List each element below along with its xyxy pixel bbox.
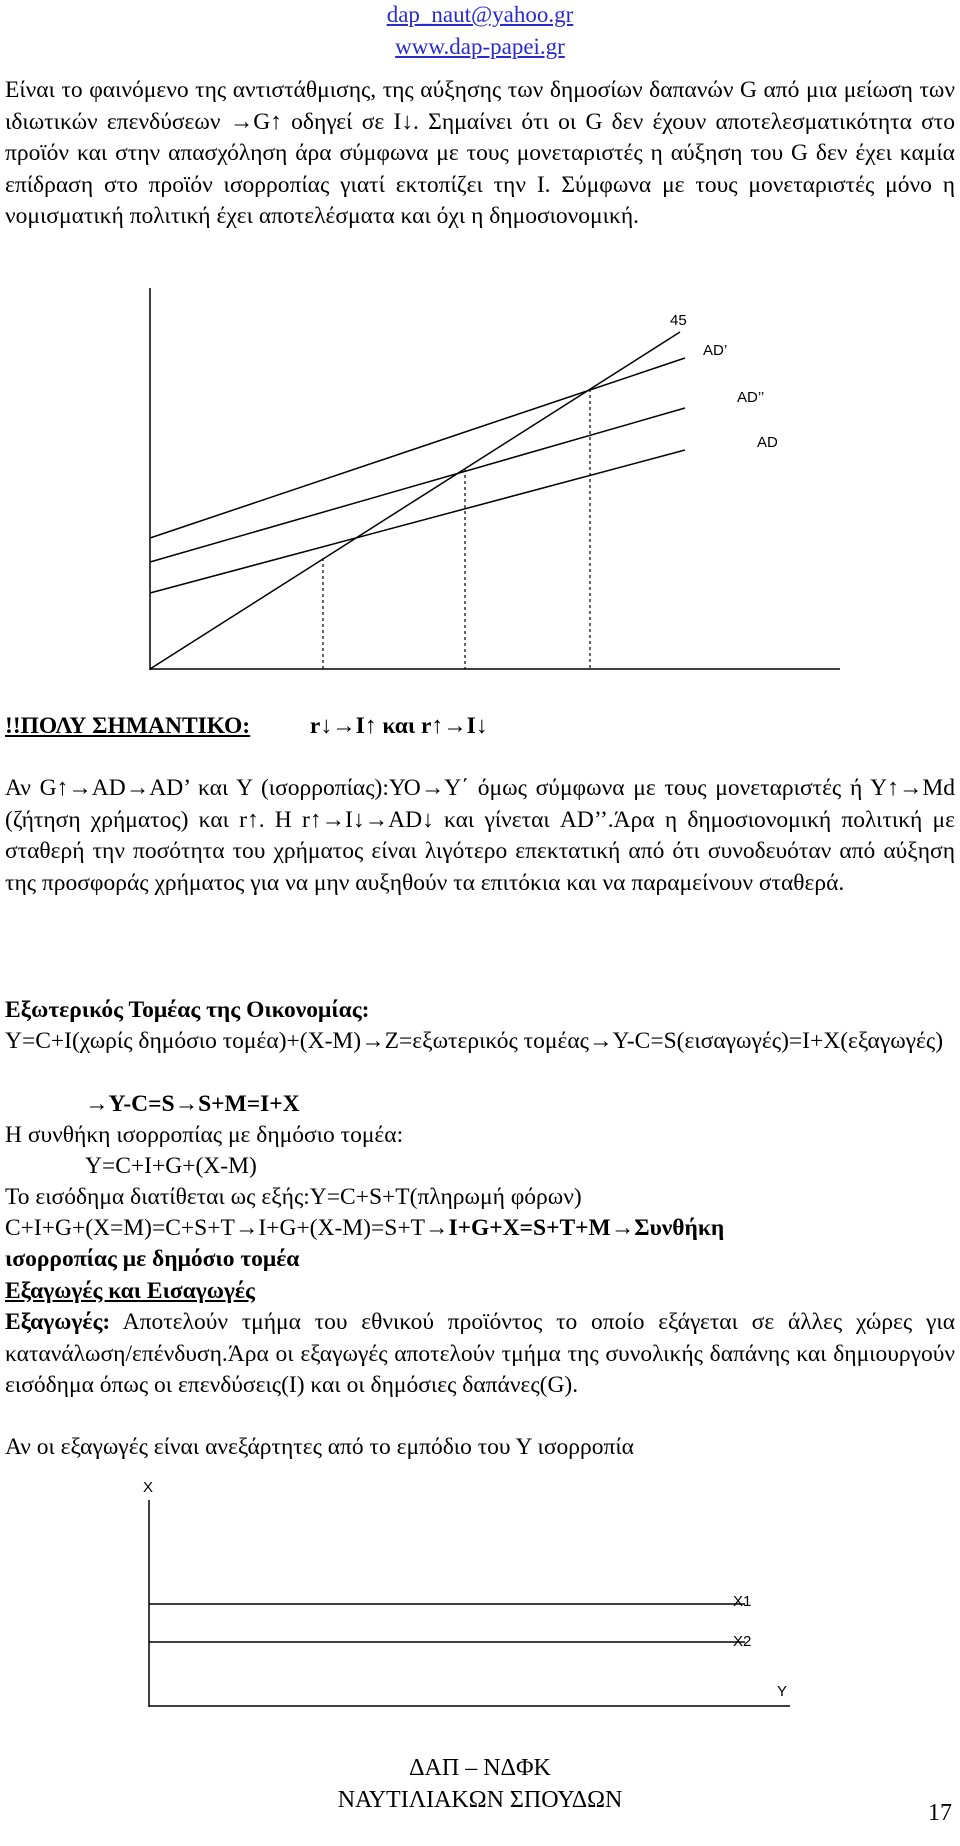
important-title: !!ΠΟΛΥ ΣΗΜΑΝΤΙΚΟ: xyxy=(5,713,251,739)
exports-last-line: Αν οι εξαγωγές είναι ανεξάρτητες από το εμπόδιο του Υ ισορροπία xyxy=(5,1434,634,1460)
exports-graph xyxy=(130,1470,810,1730)
external-line6-plain: C+I+G+(X=M)=C+S+T→I+G+(X-M)=S+T→ xyxy=(5,1215,449,1241)
exports-def-label: Εξαγωγές: xyxy=(5,1309,111,1335)
header-email xyxy=(0,2,960,28)
line-ad-prime xyxy=(150,358,685,538)
header-website xyxy=(0,34,960,60)
external-line6 xyxy=(5,1213,724,1244)
line-ad xyxy=(150,450,685,593)
label-x-axis: X xyxy=(143,1479,154,1496)
label-x1: X1 xyxy=(733,1593,752,1610)
paragraph-monetarists: Αν G↑→AD→AD’ και Υ (ισορροπίας):ΥΟ→Υ΄ όμως σύμφωνα με τους μονεταριστές ή Υ↑→Md (ζήτηση χρήματος) και r↑. Η r↑→I↓→AD↓ και γίνεται AD’’.Άρα η δημοσιονομική πολιτική με σταθερή την ποσότητα του χρήματος είναι λιγότερο επεκτατική από ότι συνοδευόταν από αύξηση της προσφοράς χρήματος για να μην αυξηθούν τα επιτόκια και να παραμείνουν σταθερά. xyxy=(5,775,955,896)
label-ad: AD xyxy=(757,434,778,451)
external-line1: Y=C+I(χωρίς δημόσιο τομέα)+(Χ-Μ)→Ζ=εξωτερικός τομέας→Υ-C=S(εισαγωγές)=Ι+Χ(εξαγωγές) xyxy=(5,1028,944,1054)
label-ad-double: AD’’ xyxy=(737,389,765,406)
line-ad-double xyxy=(150,408,685,562)
line-45 xyxy=(150,332,680,669)
website-link[interactable]: www.dap-papei.gr xyxy=(395,34,565,59)
label-45: 45 xyxy=(670,312,687,329)
external-line5: Το εισόδημα διατίθεται ως εξής:Υ=C+S+T(πληρωμή φόρων) xyxy=(5,1184,582,1210)
label-x2: X2 xyxy=(733,1633,752,1650)
footer-line2: ΝΑΥΤΙΛΙΑΚΩΝ ΣΠΟΥΔΩΝ xyxy=(337,1787,623,1813)
page-number: 17 xyxy=(928,1800,952,1826)
external-line7: ισορροπίας με δημόσιο τομέα xyxy=(5,1246,300,1272)
important-formula: r↓→I↑ και r↑→I↓ xyxy=(309,713,488,739)
external-title: Εξωτερικός Τομέας της Οικονομίας: xyxy=(5,997,370,1023)
important-line xyxy=(5,711,488,742)
external-line2: →Y-C=S→S+M=I+X xyxy=(85,1091,300,1117)
exports-title: Εξαγωγές και Εισαγωγές xyxy=(5,1278,255,1304)
ad-graph xyxy=(140,280,860,700)
external-line6-bold: I+G+X=S+T+M→Συνθήκη xyxy=(448,1215,725,1241)
email-link[interactable]: dap_naut@yahoo.gr xyxy=(386,2,574,27)
external-line3: Η συνθήκη ισορροπίας με δημόσιο τομέα: xyxy=(5,1122,404,1148)
footer-line1: ΔΑΠ – ΝΔΦΚ xyxy=(409,1755,551,1781)
intro-paragraph: Είναι το φαινόμενο της αντιστάθμισης, της αύξησης των δημοσίων δαπανών G από μια μείωση των ιδιωτικών επενδύσεων →G↑ οδηγεί σε Ι↓. Σημαίνει ότι οι G δεν έχουν αποτελεσματικότητα στο προϊόν και στην απασχόληση άρα σύμφωνα με τους μονεταριστές η αύξηση του G δεν έχει καμία επίδραση στο προϊόν ισορροπίας γιατί εκτοπίζει την Ι. Σύμφωνα με τους μονεταριστές μόνο η νομισματική πολιτική έχει αποτελέσματα και όχι η δημοσιονομική. xyxy=(5,77,955,229)
external-line4: Y=C+I+G+(X-M) xyxy=(85,1153,257,1179)
label-y-axis: Y xyxy=(777,1683,788,1700)
exports-definition xyxy=(5,1307,955,1402)
exports-def-text: Αποτελούν τμήμα του εθνικού προϊόντος το οποίο εξάγεται σε άλλες χώρες για κατανάλωση/επένδυση.Άρα οι εξαγωγές αποτελούν τμήμα της συνολικής δαπάνης και δημιουργούν εισόδημα όπως οι επενδύσεις(Ι) και οι δημόσιες δαπάνες(G). xyxy=(5,1309,955,1398)
label-ad-prime: AD’ xyxy=(703,342,728,359)
